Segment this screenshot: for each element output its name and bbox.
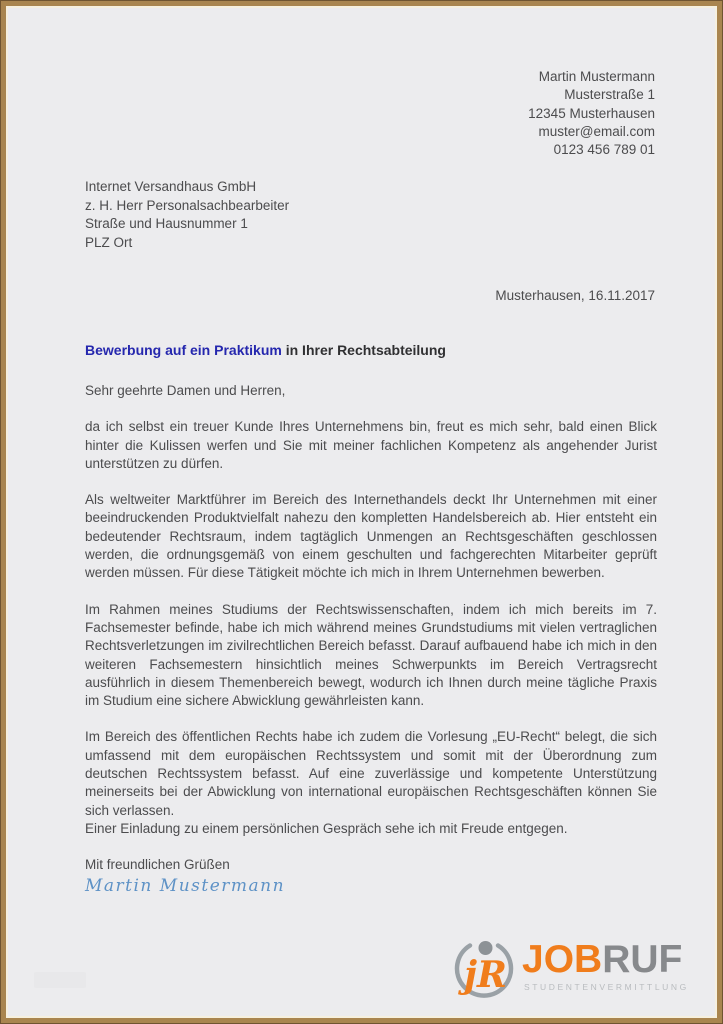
jobruf-wordmark [522, 940, 689, 992]
recipient-city: PLZ Ort [85, 234, 133, 250]
recipient-address-block [85, 178, 289, 252]
recipient-company: Internet Versandhaus GmbH [85, 179, 257, 194]
jobruf-person-icon [452, 933, 516, 999]
paragraph-eu-law: Im Bereich des öffentlichen Rechts habe ich zudem die Vorlesung „EU-Recht“ belegt, die sich umfassend mit dem europäischen Rechtssystem und somit mit der Überordnung zum deutschen Rechtssystem befasst. Auf eine zuverlässige und kompetente Unterstützung meinerseits bei der Abwicklung von international europäischen Rechtsgeschäften können Sie sich verlassen. [85, 729, 657, 818]
subject-rest: in Ihrer Rechtsabteilung [281, 342, 446, 358]
sender-email: muster@email.com [538, 123, 655, 139]
brand-job: JOB [522, 938, 603, 981]
subject-highlight: Bewerbung auf ein Praktikum [85, 342, 282, 358]
paragraph-company: Als weltweiter Marktführer im Bereich des Internethandels deckt Ihr Unternehmen mit einer beeindruckenden Produktvielfalt nahezu den kompletten Handelsbereich ab. Hier entsteht ein bedeutender Rechtsraum, indem tagtäglich Unmengen an Rechtsgeschäften geschlossen werden, die ordnungsgemäß von einem geschulten und fachgerechten Mitarbeiter geprüft werden müssen. Für diese Tätigkeit möchte ich mich in Ihrem Unternehmen bewerben. [85, 492, 657, 581]
sender-address-block [528, 68, 655, 159]
svg-text:jR: jR [464, 954, 507, 996]
closing-regards: Mit freundlichen Grüßen [85, 857, 230, 873]
paragraph-invitation: Einer Einladung zu einem persönlichen Gespräch sehe ich mit Freude entgegen. [85, 820, 568, 836]
paragraph-studies: Im Rahmen meines Studiums der Rechtswissenschaften, indem ich mich bereits im 7. Fachsemester befinde, habe ich mich während meines Grundstudiums mit vielen vertraglichen Rechtsverletzungen im zivilrechtlichen Bereich befasst. Darauf aufbauend habe ich mich in den weiteren Fachsemestern hinsichtlich meines Schwerpunkts im Bereich Vertragsrecht ausführlich in diesem Themenbereich bewegt, wodurch ich Ihnen durch meine tägliche Praxis im Studium eine sichere Abwicklung gewährleisten kann. [85, 601, 657, 709]
salutation: Sehr geehrte Damen und Herren, [85, 383, 286, 398]
brand-ruf: RUF [602, 938, 683, 981]
jobruf-logo [452, 933, 689, 999]
brand-tagline: STUDENTENVERMITTLUNG [524, 982, 689, 992]
paragraph-intro: da ich selbst ein treuer Kunde Ihres Unternehmens bin, freut es mich sehr, bald einen Blick hinter die Kulissen werfen und Sie mit meiner fachlichen Kompetenz als angehender Jurist unterstützen zu dürfen. [85, 419, 657, 471]
subject-line [85, 342, 446, 358]
sender-city: 12345 Musterhausen [528, 105, 655, 121]
sender-phone: 0123 456 789 01 [553, 142, 655, 158]
recipient-contact: z. H. Herr Personalsachbearbeiter [85, 197, 290, 213]
sender-street: Musterstraße 1 [564, 87, 655, 103]
sender-name: Martin Mustermann [538, 69, 655, 84]
date-line: Musterhausen, 16.11.2017 [495, 288, 655, 303]
faint-watermark [34, 972, 86, 988]
signature: Martin Mustermann [85, 875, 286, 896]
brand-name [522, 940, 689, 980]
letter-body [85, 382, 657, 895]
recipient-street: Straße und Hausnummer 1 [85, 216, 248, 231]
